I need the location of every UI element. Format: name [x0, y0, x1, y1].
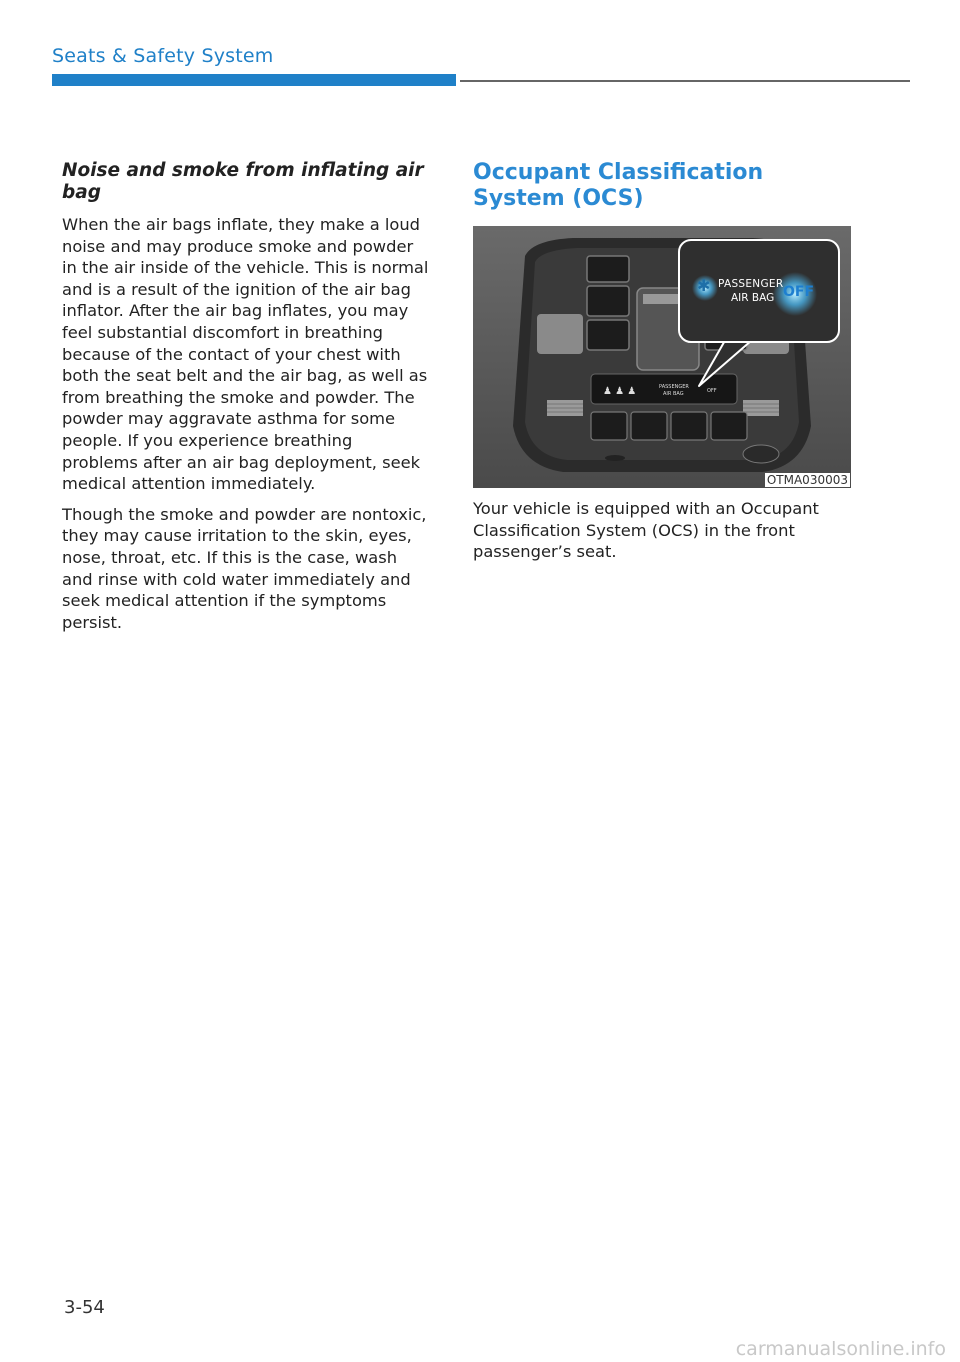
ocs-figure [473, 226, 851, 488]
page-number: 3-54 [64, 1297, 105, 1318]
header-accent-bar [52, 74, 456, 86]
svg-text:OFF: OFF [707, 388, 717, 394]
indicator-label-airbag: AIR BAG [731, 292, 775, 304]
overhead-console-illustration [473, 226, 851, 488]
svg-text:AIR BAG: AIR BAG [663, 391, 684, 397]
passenger-airbag-icon: ✱ [697, 276, 711, 295]
subheading-noise-smoke: Noise and smoke from inflating air bag [62, 160, 424, 203]
paragraph-smoke-powder: Though the smoke and powder are nontoxic, they may cause irritation to the skin, eyes, nose, throat, etc. If this is the case, wash and rinse with cold water immediately and seek medical attention if the symptoms persist. [62, 504, 427, 632]
indicator-label-passenger: PASSENGER [718, 278, 784, 290]
figure-code: OTMA030003 [766, 473, 848, 487]
left-column [62, 160, 432, 642]
svg-text:PASSENGER: PASSENGER [659, 384, 689, 390]
right-column [473, 160, 853, 572]
watermark: carmanualsonline.info [735, 1338, 946, 1360]
indicator-status-off: OFF [783, 284, 815, 300]
header-divider-line [460, 80, 910, 82]
paragraph-ocs-intro: Your vehicle is equipped with an Occupant Classification System (OCS) in the front passenger’s seat. [473, 499, 819, 562]
svg-text:♟ ♟ ♟: ♟ ♟ ♟ [603, 386, 637, 397]
paragraph-airbag-inflation: When the air bags inflate, they make a loud noise and may produce smoke and powder in the air inside of the vehicle. This is normal and is a result of the ignition of the air bag inflator. After the air bag inflates, you may feel substantial discomfort in breathing because of the contact of your chest with both the seat belt and the air bag, as well as from breathing the smoke and powder. The powder may aggravate asthma for some people. If you experience breathing problems after an air bag deployment, seek medical attention immediately. [62, 215, 429, 494]
section-title: Seats & Safety System [52, 45, 274, 67]
section-heading-ocs: Occupant Classification System (OCS) [473, 160, 764, 211]
